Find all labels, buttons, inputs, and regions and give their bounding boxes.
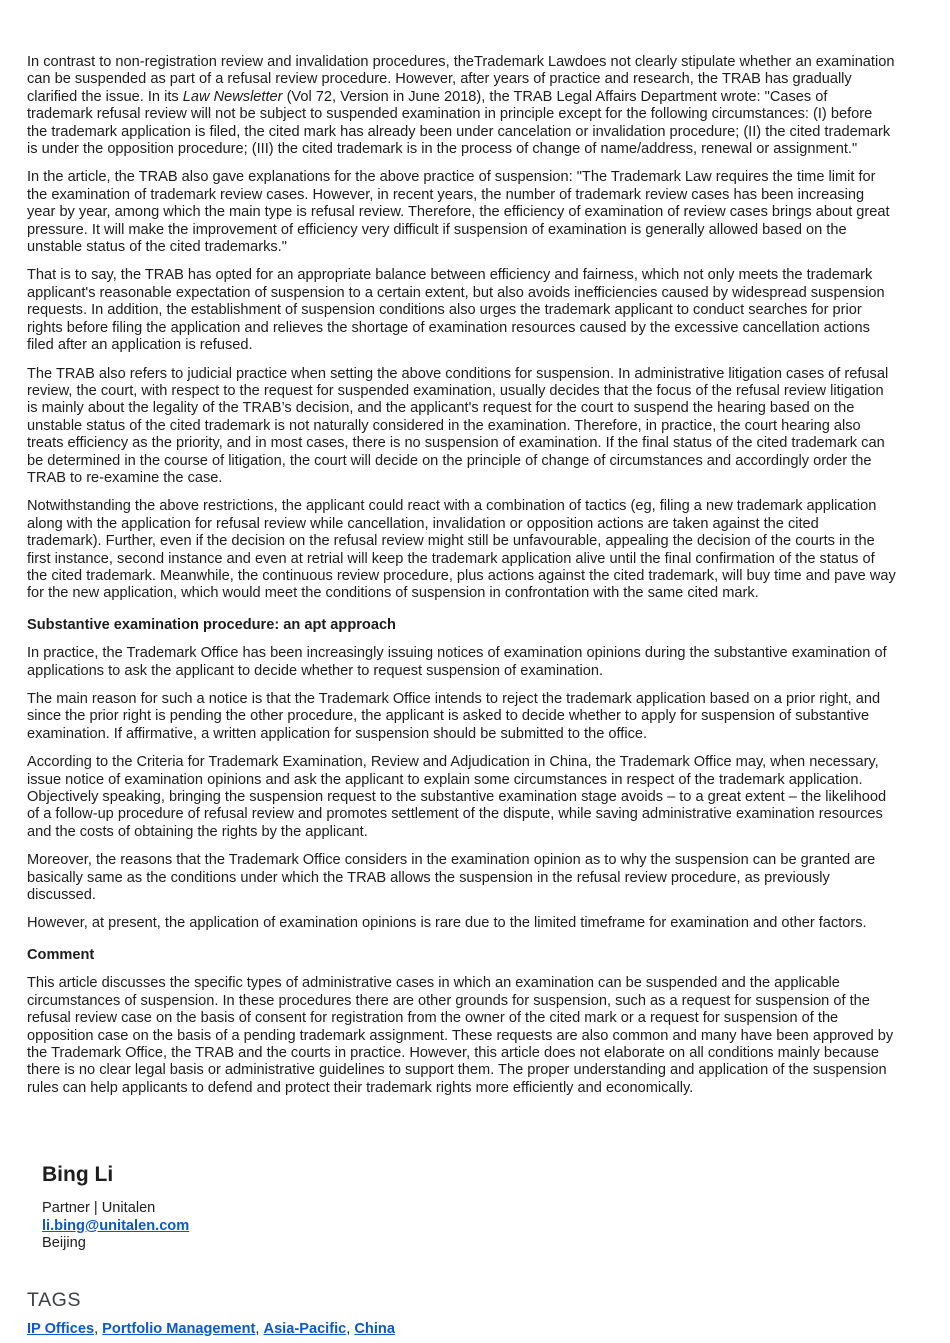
paragraph: In practice, the Trademark Office has been increasingly issuing notices of examination opinions during the substantive examination of applications to ask the applicant to decide whether to request suspension of examination. bbox=[27, 645, 887, 679]
tags-heading: TAGS bbox=[27, 1288, 82, 1311]
paragraph-text: (Vol 72, Version in June 2018), the TRAB Legal Affairs Department wrote: "Cases of trademark refusal review will not be subject to suspended examination in principle except for the following circumstances: (I) before the trademark application is filed, the cited mark has already been under cancelation or invalidation procedure; (II) the cited trademark is under the opposition procedure; (III) the cited trademark is in the process of change of name/address, renewal or assignment." bbox=[27, 88, 891, 158]
section-heading-comment: Comment bbox=[27, 946, 95, 963]
author-email-link[interactable]: li.bing@unitalen.com bbox=[42, 1217, 190, 1234]
tag-separator: , bbox=[255, 1320, 264, 1337]
italic-citation: Law Newsletter bbox=[182, 88, 283, 105]
tag-link-portfolio-management[interactable]: Portfolio Management bbox=[102, 1320, 256, 1337]
tag-link-ip-offices[interactable]: IP Offices bbox=[27, 1320, 95, 1337]
paragraph: According to the Criteria for Trademark Examination, Review and Adjudication in China, the Trademark Office may, when necessary, issue notice of examination opinions and ask the applicant to explain some circumstances in respect of the trademark application. Objectively speaking, bringing the suspension request to the substantive examination stage avoids – to a great extent – the likelihood of a follow-up procedure of refusal review and promotes settlement of the dispute, while saving administrative examination resources and the costs of obtaining the rights by the applicant. bbox=[27, 754, 887, 840]
paragraph: That is to say, the TRAB has opted for an appropriate balance between efficiency and fairness, which not only meets the trademark applicant's reasonable expectation of suspension to a certain extent, but also avoids inefficiencies caused by widespread suspension requests. In addition, the establishment of suspension conditions also urges the trademark applicant to conduct searches for prior rights before filing the application and relieves the shortage of examination resources caused by the excessive cancellation actions filed after an application is refused. bbox=[27, 267, 885, 354]
tags-list bbox=[27, 1320, 896, 1338]
paragraph: Notwithstanding the above restrictions, the applicant could react with a combination of tactics (eg, filing a new trademark application along with the application for refusal review while cancellation, invalidation or opposition actions are taken against the cited trademark). Further, even if the decision on the refusal review might still be unfavourable, appealing the decision of the courts in the first instance, second instance and even at retrial will keep the trademark application alive until the final confirmation of the status of the cited trademark. Meanwhile, the continuous review procedure, plus actions against the cited trademark, will buy time and pave way for the new application, which would meet the conditions of suspension in confrontation with the same cited mark. bbox=[27, 498, 896, 602]
tags-section bbox=[27, 1289, 896, 1338]
author-block bbox=[27, 1163, 896, 1253]
tag-link-asia-pacific[interactable]: Asia-Pacific bbox=[263, 1320, 347, 1337]
tag-separator: , bbox=[346, 1320, 355, 1337]
tag-link-china[interactable]: China bbox=[354, 1320, 395, 1337]
paragraph: The main reason for such a notice is that the Trademark Office intends to reject the trademark application based on a prior right, and since the prior right is pending the other procedure, the applicant is asked to decide whether to apply for suspension of substantive examination. If affirmative, a written application for suspension should be submitted to the office. bbox=[27, 691, 881, 742]
paragraph: Moreover, the reasons that the Trademark Office considers in the examination opinion as to why the suspension can be granted are basically same as the conditions under which the TRAB allows the suspension in the refusal review procedure, as previously discussed. bbox=[27, 852, 876, 904]
paragraph: The TRAB also refers to judicial practice when setting the above conditions for suspension. In administrative litigation cases of refusal review, the court, with respect to the request for suspended examination, usually decides that the focus of the refusal review litigation is mainly about the legality of the TRAB’s decision, and the applicant's request for the court to suspend the hearing based on the unstable status of the cited trademark is not naturally considered in the examination. Therefore, in practice, the court hearing also treats efficiency as the priority, and in most cases, there is no suspension of examination. If the final status of the cited trademark can be determined in the course of litigation, the court will decide on the principle of change of circumstances and accordingly order the TRAB to re-examine the case. bbox=[27, 365, 889, 486]
section-heading-substantive-examination: Substantive examination procedure: an apt approach bbox=[27, 616, 396, 633]
paragraph: In the article, the TRAB also gave explanations for the above practice of suspension: "The Trademark Law requires the time limit for the examination of trademark review cases. However, in recent years, the number of trademark review cases has been increasing year by year, among which the main type is refusal review. Therefore, the efficiency of examination of review cases brings about great pressure. It will make the improvement of efficiency very difficult if suspension of examination is generally allowed based on the unstable status of the cited trademarks." bbox=[27, 169, 890, 256]
paragraph-text: In contrast to non-registration review and invalidation procedures, theTrademark Lawdoes not clearly stipulate whether an examination can be suspended as part of a refusal review procedure. However, after years of practice and research, the TRAB has gradually clarified the issue. In its bbox=[27, 54, 895, 105]
author-role: Partner | Unitalen bbox=[42, 1200, 156, 1217]
paragraph: However, at present, the application of examination opinions is rare due to the limited timeframe for examination and other factors. bbox=[27, 915, 867, 932]
paragraph: This article discusses the specific types of administrative cases in which an examination can be suspended and the applicable circumstances of suspension. In these procedures there are other grounds for suspension, such as a request for suspension of the refusal review case on the basis of consent for registration from the owner of the cited mark or a request for suspension of the opposition case on the basis of a pending trademark assignment. These requests are also common and many have been approved by the Trademark Office, the TRAB and the courts in practice. However, this article does not elaborate on all conditions mainly because there is no clear legal basis or administrative guidelines to support them. The proper understanding and application of the suspension rules can help applicants to defend and protect their trademark rights more efficiently and economically. bbox=[27, 975, 894, 1096]
author-name: Bing Li bbox=[42, 1163, 114, 1187]
tag-separator: , bbox=[94, 1320, 103, 1337]
paragraph bbox=[27, 54, 896, 158]
author-location: Beijing bbox=[42, 1235, 86, 1252]
